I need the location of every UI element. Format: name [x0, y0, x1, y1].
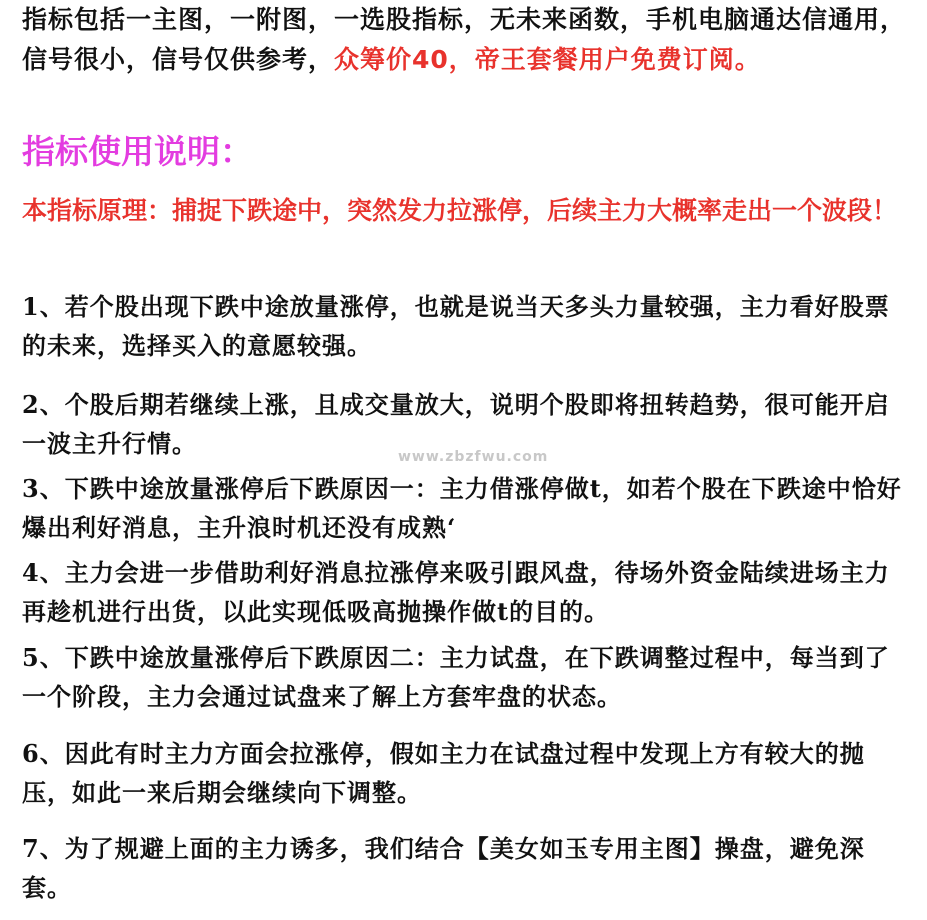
list-item-7: 7、为了规避上面的主力诱多，我们结合【美女如玉专用主图】操盘，避免深套。: [22, 834, 865, 902]
list-item-5: 5、下跌中途放量涨停后下跌原因二：主力试盘，在下跌调整过程中，每当到了一个阶段，主力会通过试盘来了解上方套牢盘的状态。: [22, 643, 890, 711]
list-item-4: 4、主力会进一步借助利好消息拉涨停来吸引跟风盘，待场外资金陆续进场主力再趁机进行出货，以此实现低吸高抛操作做t的目的。: [22, 558, 890, 626]
list-item-2: 2、个股后期若继续上涨，且成交量放大，说明个股即将扭转趋势，很可能开启一波主升行情。: [22, 390, 890, 458]
list-item-3: 3、下跌中途放量涨停后下跌原因一：主力借涨停做t，如若个股在下跌途中恰好爆出利好消息，主升浪时机还没有成熟‘: [22, 474, 902, 542]
intro-highlight: 众筹价40，帝王套餐用户免费订阅。: [334, 45, 761, 74]
intro-paragraph: [22, 0, 912, 80]
intro-text: 指标包括一主图，一附图，一选股指标，无未来函数，手机电脑通达信通用，信号很小，信号仅供参考，: [22, 5, 907, 74]
principle-statement: 本指标原理：捕捉下跌途中，突然发力拉涨停，后续主力大概率走出一个波段！: [22, 196, 898, 225]
list-item-6: 6、因此有时主力方面会拉涨停，假如主力在试盘过程中发现上方有较大的抛压，如此一来后期会继续向下调整。: [22, 739, 865, 807]
watermark-text: www.zbzfwu.com: [398, 449, 549, 465]
list-item-1: 1、若个股出现下跌中途放量涨停，也就是说当天多头力量较强，主力看好股票的未来，选择买入的意愿较强。: [22, 292, 890, 360]
section-heading: 指标使用说明：: [22, 132, 253, 171]
